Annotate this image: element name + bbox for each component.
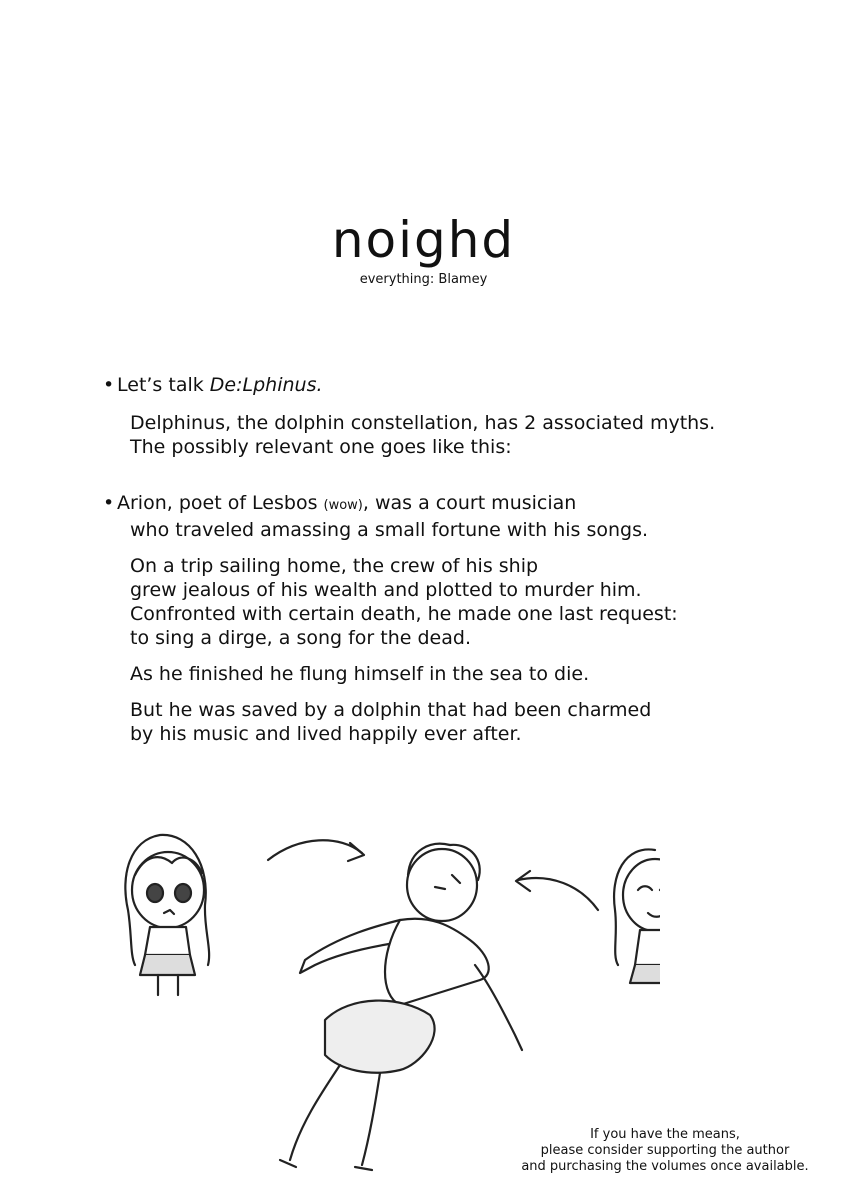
paragraph-leap bbox=[130, 662, 803, 686]
delphinus-term: De:Lphinus. bbox=[209, 374, 323, 396]
chibi-girl-left-figure bbox=[125, 835, 209, 995]
bullet-delphinus bbox=[103, 373, 803, 397]
paragraph-voyage bbox=[130, 554, 803, 650]
text-line: On a trip sailing home, the crew of his ship bbox=[130, 555, 539, 577]
page-title: noighd bbox=[331, 211, 516, 269]
text-line: The possibly relevant one goes like this: bbox=[130, 436, 512, 458]
arrow-right bbox=[268, 840, 362, 860]
text-line: Delphinus, the dolphin constellation, has 2 associated myths. bbox=[130, 412, 716, 434]
bullet-arion bbox=[103, 491, 803, 542]
footer-note bbox=[505, 1127, 825, 1175]
text-segment: Arion, poet of Lesbos bbox=[117, 492, 324, 514]
text-line: grew jealous of his wealth and plotted to murder him. bbox=[130, 579, 642, 601]
bullet-dot: • bbox=[103, 492, 115, 514]
footer-line: and purchasing the volumes once available. bbox=[521, 1159, 809, 1174]
bullet-prefix: Let’s talk bbox=[117, 374, 210, 396]
paragraph-rescue bbox=[130, 698, 803, 746]
notes-body bbox=[103, 373, 803, 758]
boy-figure bbox=[280, 844, 522, 1170]
bullet-dot: • bbox=[103, 374, 115, 396]
footer-line: please consider supporting the author bbox=[540, 1143, 790, 1158]
arrow-left bbox=[518, 878, 598, 910]
text-line: As he finished he flung himself in the sea to die. bbox=[130, 663, 590, 685]
paragraph-constellation bbox=[130, 411, 803, 459]
aside-small: (wow) bbox=[323, 498, 363, 513]
footer-line: If you have the means, bbox=[590, 1127, 740, 1142]
text-line: who traveled amassing a small fortune with his songs. bbox=[130, 519, 649, 541]
text-line: to sing a dirge, a song for the dead. bbox=[130, 627, 471, 649]
chibi-girl-right-figure bbox=[614, 849, 660, 983]
text-segment: , was a court musician bbox=[362, 492, 577, 514]
text-line: Confronted with certain death, he made one last request: bbox=[130, 603, 678, 625]
text-line: But he was saved by a dolphin that had been charmed bbox=[130, 699, 652, 721]
text-line: by his music and lived happily ever after. bbox=[130, 723, 522, 745]
credit-line: everything: Blamey bbox=[359, 272, 488, 287]
